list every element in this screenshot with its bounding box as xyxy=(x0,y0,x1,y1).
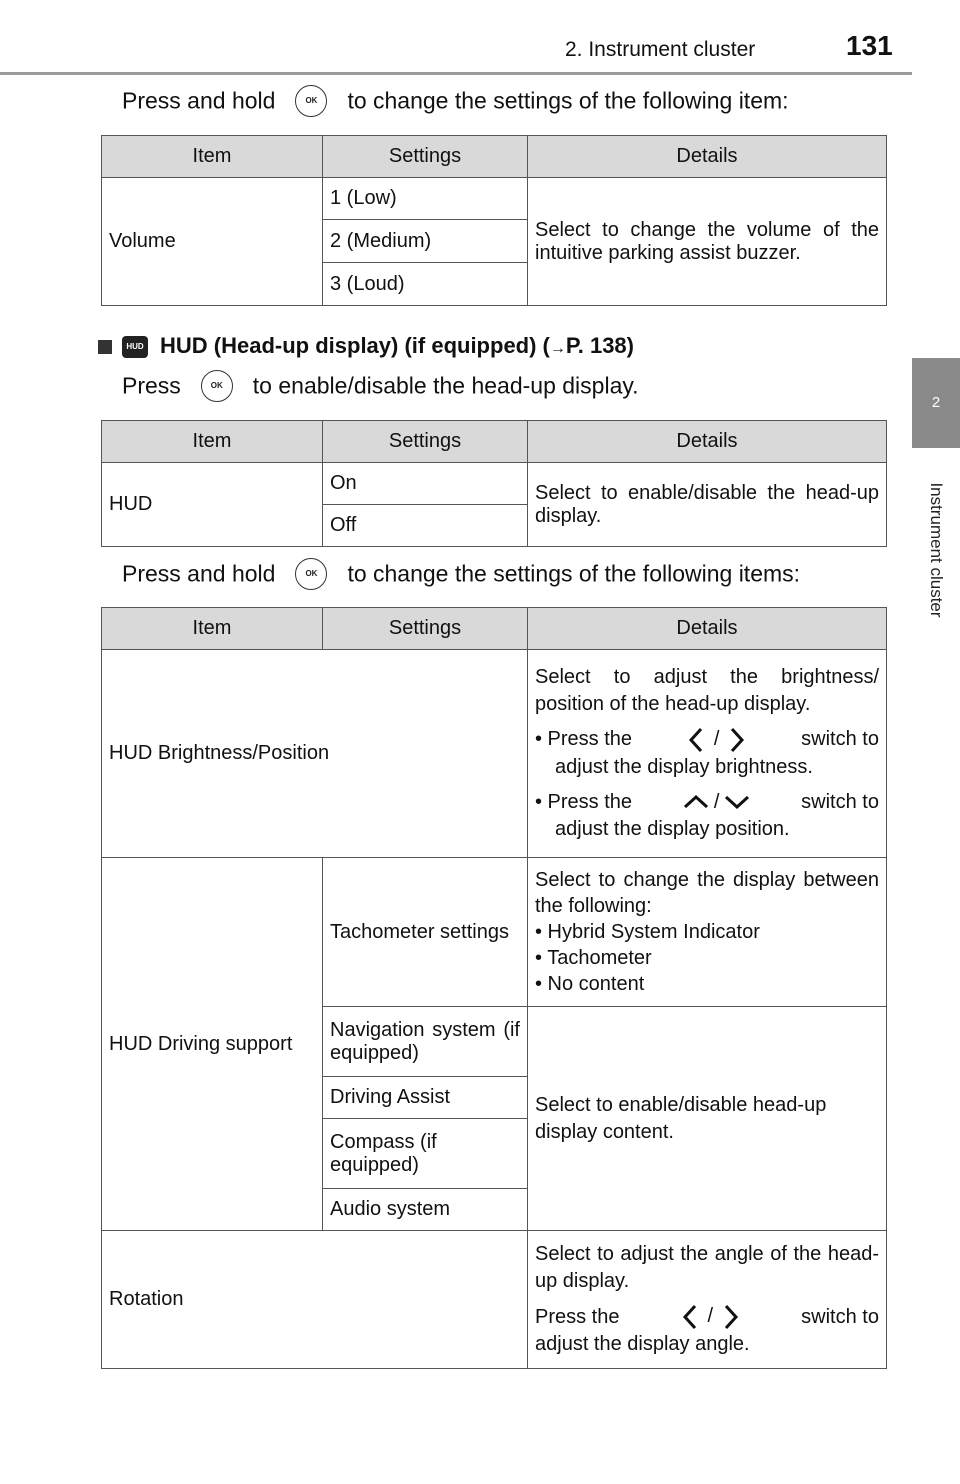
chevron-left-icon xyxy=(678,727,714,754)
audio-system-setting: Audio system xyxy=(323,1189,528,1231)
driving-support-item: HUD Driving support xyxy=(102,858,323,1231)
hud-settings-table xyxy=(101,607,887,1369)
volume-setting-medium: 2 (Medium) xyxy=(323,220,528,263)
arrow-right-icon: → xyxy=(549,340,566,357)
chevron-right-icon xyxy=(719,727,755,754)
ok-button-icon: OK xyxy=(295,558,327,590)
rotation-item: Rotation xyxy=(102,1231,528,1369)
col-details: Details xyxy=(528,136,887,178)
hud-section-heading: HUD HUD (Head-up display) (if equipped) (→P. 138) xyxy=(98,333,634,359)
rotation-details: Select to adjust the angle of the head-up display. Press the / switch to adjust the display angle. xyxy=(528,1231,887,1369)
ok-button-icon: OK xyxy=(295,85,327,117)
navigation-setting: Navigation system (if equipped) xyxy=(323,1007,528,1077)
volume-details: Select to change the volume of the intuitive parking assist buzzer. xyxy=(528,178,887,306)
intro-hud-items: Press and hold OK to change the settings of the following items: xyxy=(122,558,800,590)
driving-support-details: Select to enable/disable head-up display content. xyxy=(528,1007,887,1231)
intro-volume: Press and hold OK to change the settings of the following item: xyxy=(122,85,789,117)
hud-details: Select to enable/disable the head-up display. xyxy=(528,463,887,547)
intro-hud: Press OK to enable/disable the head-up display. xyxy=(122,370,639,402)
col-settings: Settings xyxy=(323,608,528,650)
chevron-up-icon xyxy=(678,789,714,816)
chapter-tab: 2 xyxy=(912,358,960,448)
tachometer-details: Select to change the display between the following: • Hybrid System Indicator • Tachometer • No content xyxy=(528,858,887,1007)
section-title: 2. Instrument cluster xyxy=(565,38,756,61)
volume-table xyxy=(101,135,887,306)
page-number: 131 xyxy=(846,30,893,61)
col-item: Item xyxy=(102,421,323,463)
col-settings: Settings xyxy=(323,136,528,178)
header-rule xyxy=(0,72,912,75)
hud-table xyxy=(101,420,887,547)
col-item: Item xyxy=(102,136,323,178)
hud-setting-on: On xyxy=(323,463,528,505)
col-settings: Settings xyxy=(323,421,528,463)
chapter-label: Instrument cluster xyxy=(927,482,946,618)
hud-icon: HUD xyxy=(122,336,148,358)
chevron-right-icon xyxy=(713,1304,749,1331)
tachometer-setting: Tachometer settings xyxy=(323,858,528,1007)
driving-assist-setting: Driving Assist xyxy=(323,1077,528,1119)
page-header xyxy=(0,0,960,78)
hud-item: HUD xyxy=(102,463,323,547)
col-details: Details xyxy=(528,608,887,650)
ok-button-icon: OK xyxy=(201,370,233,402)
compass-setting: Compass (if equipped) xyxy=(323,1119,528,1189)
chevron-left-icon xyxy=(672,1304,708,1331)
volume-setting-low: 1 (Low) xyxy=(323,178,528,220)
col-details: Details xyxy=(528,421,887,463)
volume-setting-loud: 3 (Loud) xyxy=(323,263,528,306)
hud-setting-off: Off xyxy=(323,505,528,547)
volume-item: Volume xyxy=(102,178,323,306)
square-bullet-icon xyxy=(98,340,112,354)
brightness-details: Select to adjust the brightness/ position of the head-up display. • Press the / switch to adjust the display brightness. • Press the / switch to adjust the display position. xyxy=(528,650,887,858)
col-item: Item xyxy=(102,608,323,650)
chevron-down-icon xyxy=(719,789,755,816)
brightness-item: HUD Brightness/Position xyxy=(102,650,528,858)
